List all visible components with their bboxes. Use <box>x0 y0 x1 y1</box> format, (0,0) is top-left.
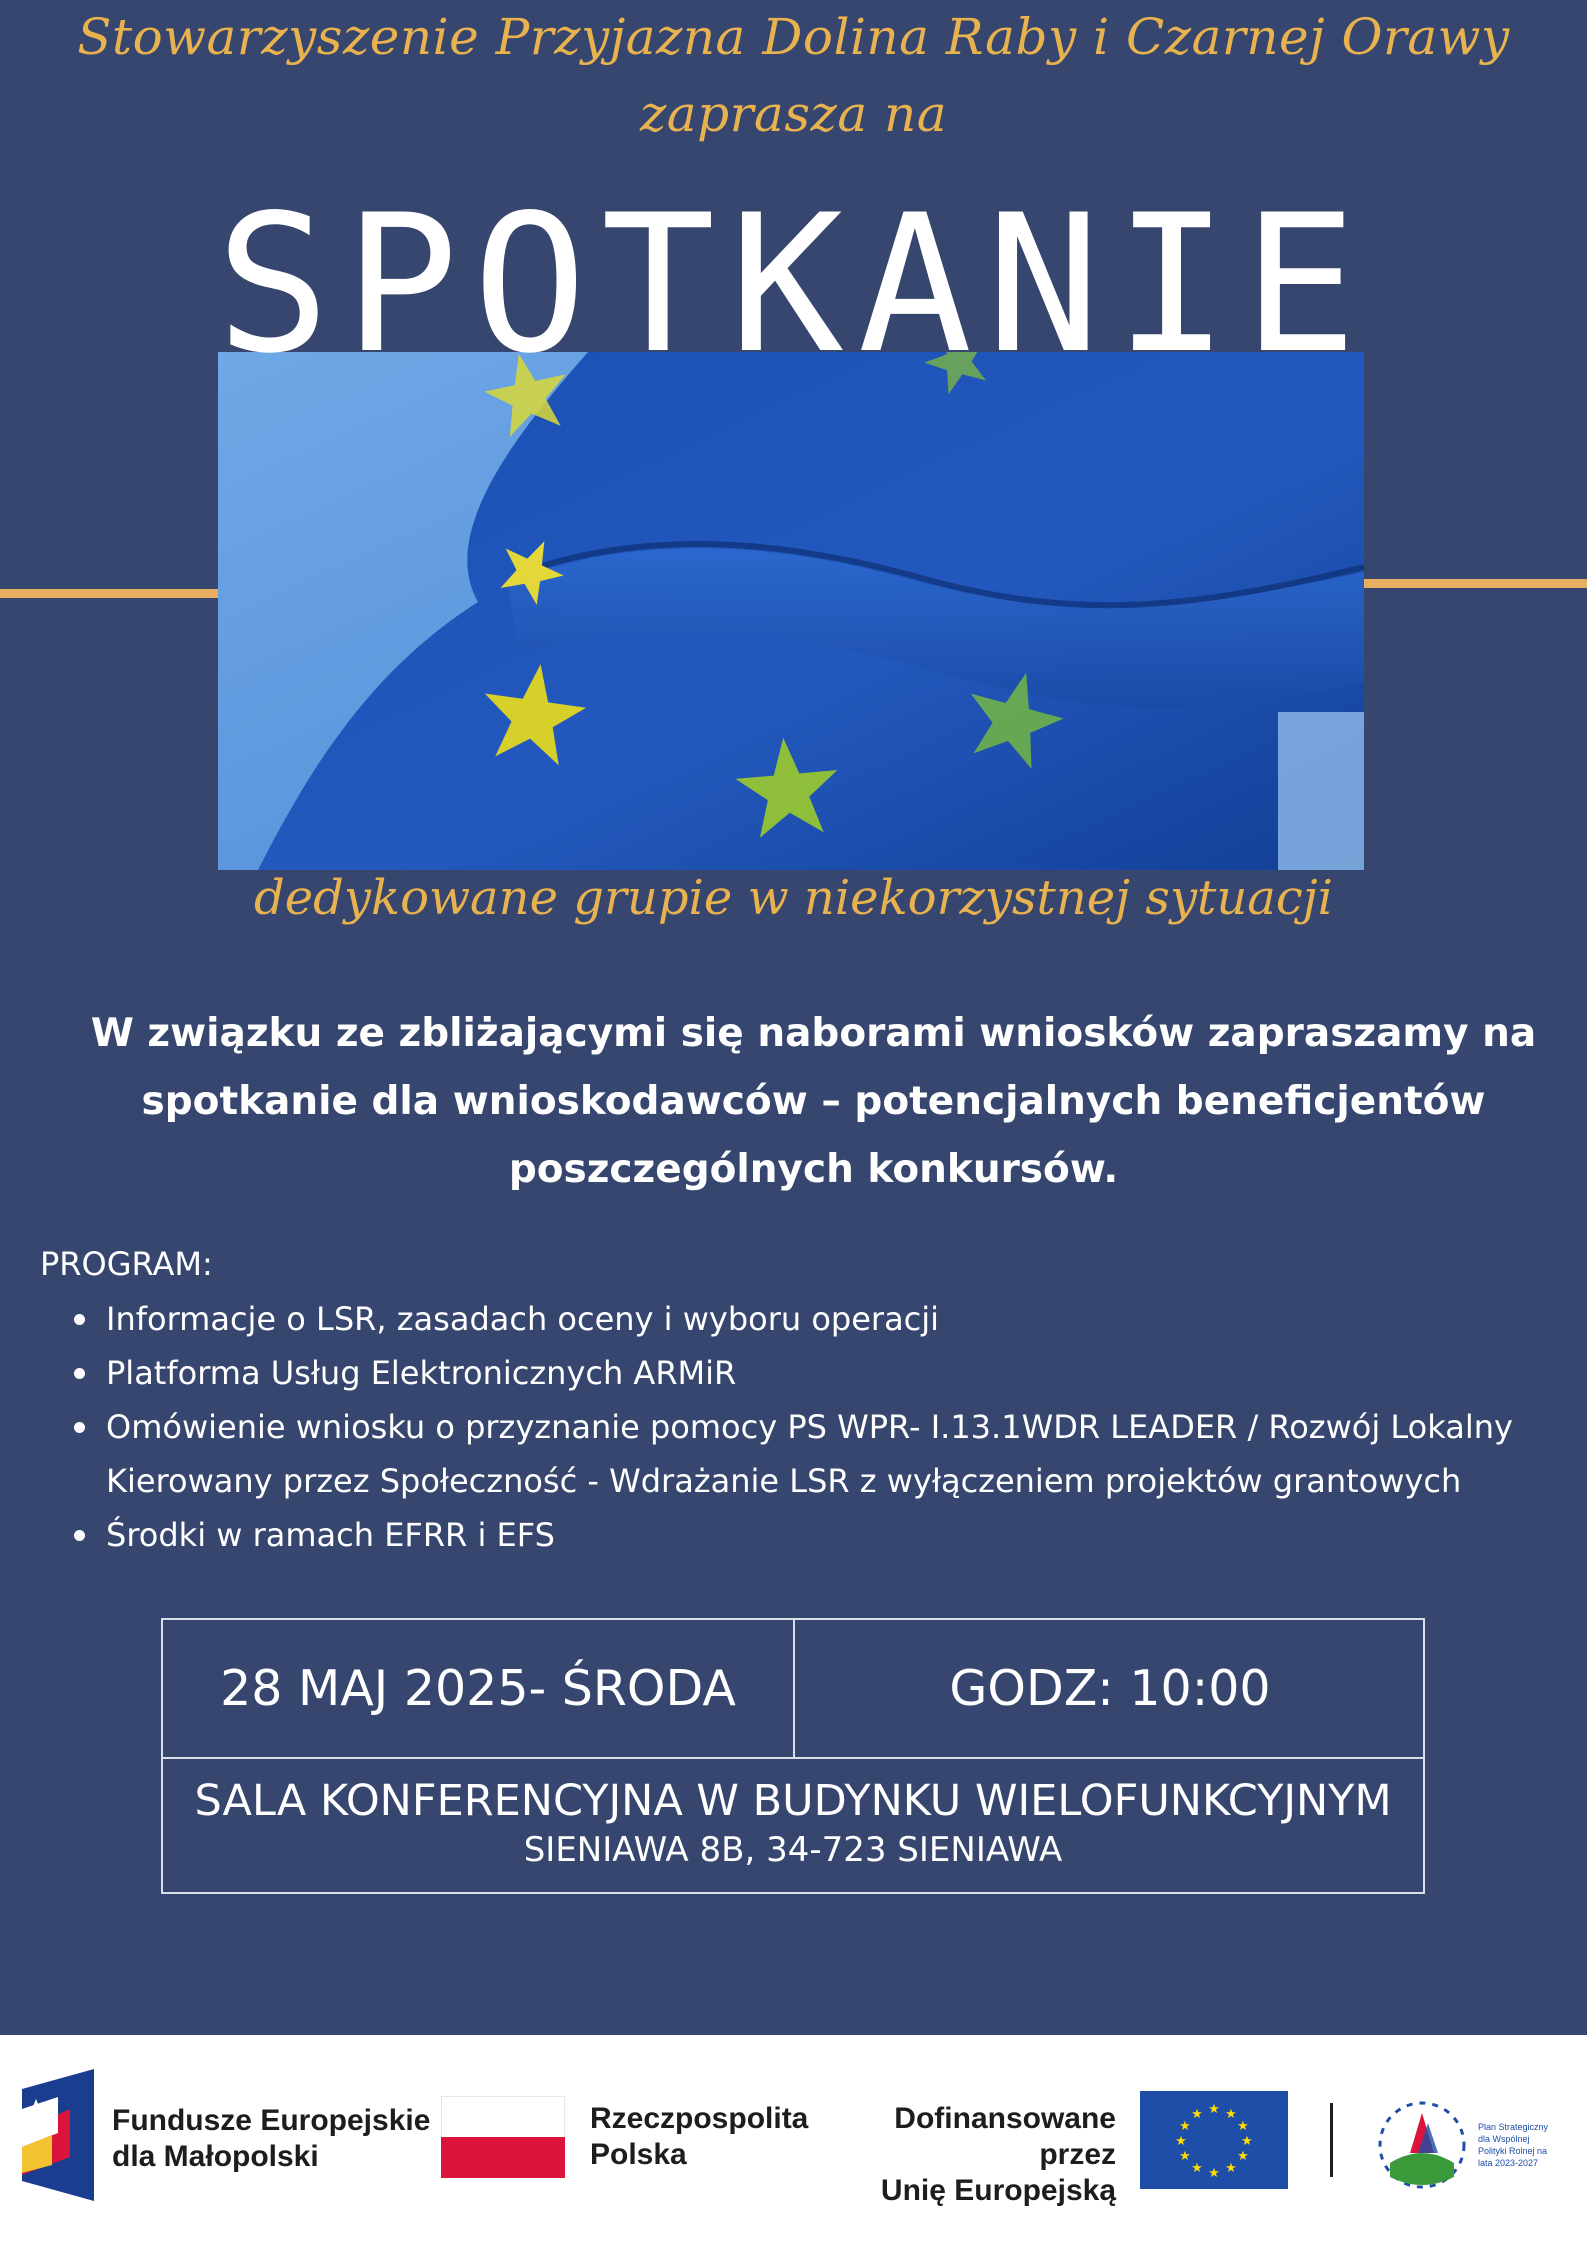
ps-wpr-text: Plan Strategiczny dla Wspólnej Polityki Rolnej na lata 2023-2027 <box>1478 2122 1549 2168</box>
program-item: Środki w ramach EFRR i EFS <box>106 1508 1576 1562</box>
svg-text:★: ★ <box>1191 2161 1203 2176</box>
eu-flag-logo <box>1140 2091 1288 2189</box>
cofinanced-text <box>820 2101 1116 2209</box>
svg-text:★: ★ <box>1241 2134 1253 2149</box>
logo-text-line: Fundusze Europejskie <box>112 2104 431 2137</box>
poland-flag-logo <box>441 2096 565 2178</box>
svg-text:★: ★ <box>1179 2149 1191 2164</box>
svg-text:★: ★ <box>1179 2119 1191 2134</box>
intro-line: spotkanie dla wnioskodawców – potencjalnych beneficjentów <box>141 1079 1486 1124</box>
fundusze-europejskie-logo <box>22 2069 94 2201</box>
logo-text-line: Dofinansowane przez <box>894 2102 1116 2171</box>
event-venue: SALA KONFERENCYJNA W BUDYNKU WIELOFUNKCYJNYM <box>194 1776 1392 1826</box>
hero-title: SPOTKANIE <box>215 174 1372 395</box>
logo-text-line: Rzeczpospolita <box>590 2102 809 2135</box>
fundusze-europejskie-text <box>112 2103 430 2175</box>
organization-line: Stowarzyszenie Przyjazna Dolina Raby i Czarnej Orawy <box>77 8 1510 66</box>
invite-line: zaprasza na <box>639 85 948 143</box>
rzeczpospolita-text <box>590 2101 808 2173</box>
program-item: Informacje o LSR, zasadach oceny i wyboru operacji <box>106 1292 1576 1346</box>
event-time: GODZ: 10:00 <box>949 1660 1271 1717</box>
hero-subtitle: dedykowane grupie w niekorzystnej sytuacji <box>254 870 1333 926</box>
event-info-table <box>161 1618 1425 1894</box>
logo-text-line: Polska <box>590 2138 687 2171</box>
svg-text:★: ★ <box>1237 2119 1249 2134</box>
intro-text <box>60 1000 1567 1204</box>
svg-text:★: ★ <box>1208 2166 1220 2181</box>
footer-logo-bar <box>0 2035 1587 2245</box>
intro-line: poszczególnych konkursów. <box>508 1147 1119 1192</box>
svg-text:★: ★ <box>1175 2134 1187 2149</box>
logo-text-line: Unię Europejską <box>880 2174 1116 2207</box>
svg-text:★: ★ <box>1225 2161 1237 2176</box>
svg-text:★: ★ <box>1225 2107 1237 2122</box>
program-list <box>106 1292 1576 1562</box>
program-item: Omówienie wniosku o przyznanie pomocy PS WPR- I.13.1WDR LEADER / Rozwój Lokalny Kierowany przez Społeczność - Wdrażanie LSR z wyłączeniem projektów grantowych <box>106 1400 1576 1508</box>
gold-rule-right <box>1362 579 1587 588</box>
gold-rule-left <box>0 589 220 598</box>
ps-wpr-logo <box>1372 2093 1472 2193</box>
svg-text:★: ★ <box>1208 2102 1220 2117</box>
logo-text-line: dla Małopolski <box>112 2140 319 2173</box>
svg-text:★: ★ <box>1191 2107 1203 2122</box>
program-heading: PROGRAM: <box>40 1245 213 1283</box>
table-divider <box>163 1757 1423 1759</box>
event-address: SIENIAWA 8B, 34-723 SIENIAWA <box>523 1830 1063 1870</box>
event-date: 28 MAJ 2025- ŚRODA <box>163 1620 795 1757</box>
logo-separator <box>1330 2103 1333 2177</box>
svg-text:★: ★ <box>1237 2149 1249 2164</box>
intro-line: W związku ze zbliżającymi się naborami wniosków zapraszamy na <box>90 1011 1537 1056</box>
eu-flag-photo <box>218 352 1364 870</box>
program-item: Platforma Usług Elektronicznych ARMiR <box>106 1346 1576 1400</box>
